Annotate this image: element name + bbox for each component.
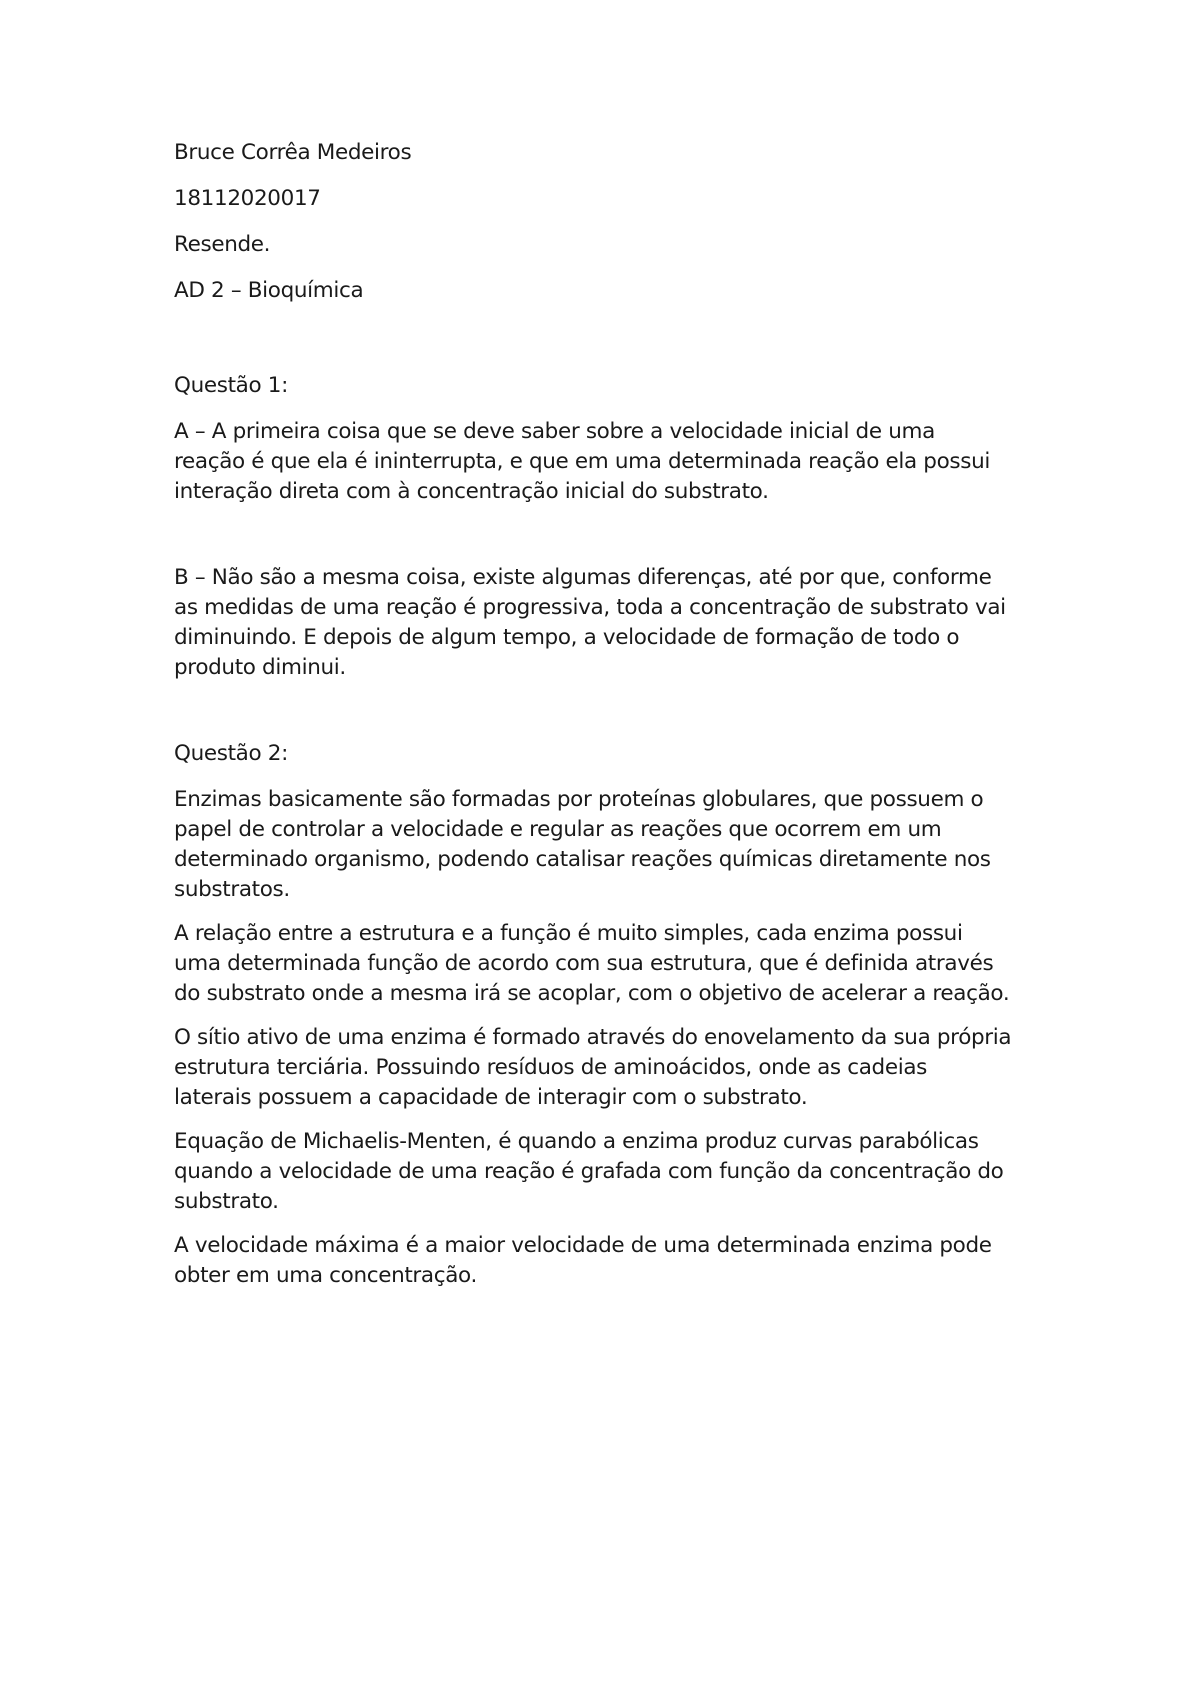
assignment-title: AD 2 – Bioquímica (174, 278, 364, 303)
text-line: uma determinada função de acordo com sua estrutura, que é definida através (174, 951, 994, 976)
question-2-heading: Questão 2: (174, 741, 288, 766)
city: Resende. (174, 232, 271, 257)
text-line: O sítio ativo de uma enzima é formado através do enovelamento da sua própria (174, 1025, 1012, 1050)
text-line: Enzimas basicamente são formadas por proteínas globulares, que possuem o (174, 787, 984, 812)
question-2-paragraph-2 (174, 919, 1054, 1009)
text-line: interação direta com à concentração inicial do substrato. (174, 479, 769, 504)
question-1-answer-a (174, 417, 1054, 507)
question-2-paragraph-1 (174, 785, 1054, 905)
text-line: diminuindo. E depois de algum tempo, a velocidade de formação de todo o (174, 625, 960, 650)
student-id: 18112020017 (174, 186, 321, 211)
text-line: B – Não são a mesma coisa, existe algumas diferenças, até por que, conforme (174, 565, 992, 590)
question-2-paragraph-3 (174, 1023, 1054, 1113)
document-body (174, 138, 1054, 1291)
text-line: substratos. (174, 877, 290, 902)
question-2-paragraph-5 (174, 1231, 1054, 1291)
text-line: laterais possuem a capacidade de interagir com o substrato. (174, 1085, 808, 1110)
text-line: A velocidade máxima é a maior velocidade de uma determinada enzima pode (174, 1233, 992, 1258)
question-1-heading: Questão 1: (174, 373, 288, 398)
text-line: substrato. (174, 1189, 279, 1214)
text-line: produto diminui. (174, 655, 346, 680)
text-line: quando a velocidade de uma reação é grafada com função da concentração do (174, 1159, 1004, 1184)
text-line: as medidas de uma reação é progressiva, toda a concentração de substrato vai (174, 595, 1006, 620)
text-line: obter em uma concentração. (174, 1263, 477, 1288)
question-2-paragraph-4 (174, 1127, 1054, 1217)
text-line: papel de controlar a velocidade e regular as reações que ocorrem em um (174, 817, 942, 842)
text-line: estrutura terciária. Possuindo resíduos de aminoácidos, onde as cadeias (174, 1055, 928, 1080)
text-line: Equação de Michaelis-Menten, é quando a enzima produz curvas parabólicas (174, 1129, 979, 1154)
text-line: do substrato onde a mesma irá se acoplar, com o objetivo de acelerar a reação. (174, 981, 1010, 1006)
text-line: A – A primeira coisa que se deve saber sobre a velocidade inicial de uma (174, 419, 935, 444)
author-name: Bruce Corrêa Medeiros (174, 140, 412, 165)
text-line: determinado organismo, podendo catalisar reações químicas diretamente nos (174, 847, 991, 872)
question-1-answer-b (174, 563, 1054, 683)
text-line: reação é que ela é ininterrupta, e que em uma determinada reação ela possui (174, 449, 990, 474)
text-line: A relação entre a estrutura e a função é muito simples, cada enzima possui (174, 921, 963, 946)
